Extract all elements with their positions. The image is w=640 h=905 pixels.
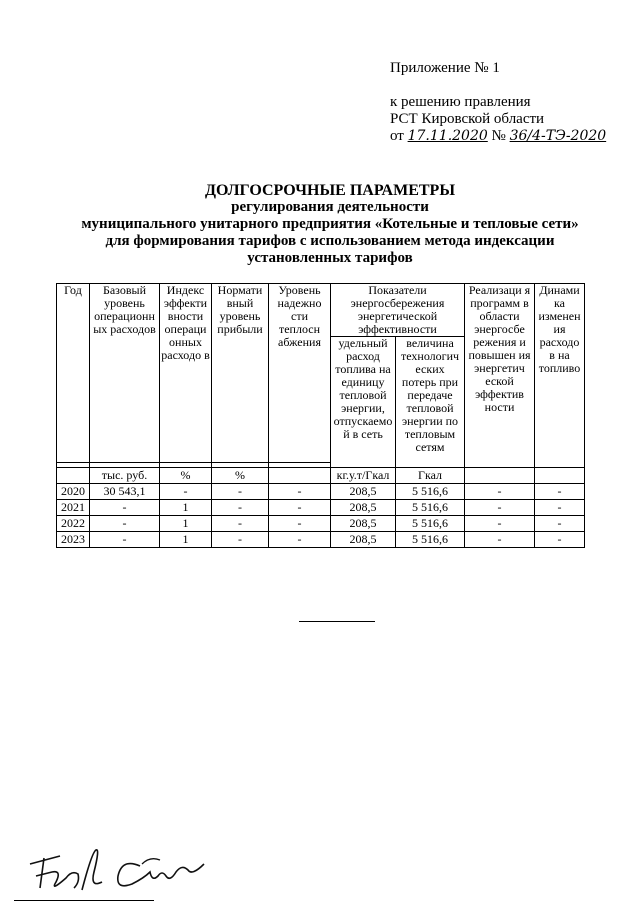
table-row — [57, 484, 585, 500]
cell-losses: 5 516,6 — [396, 500, 465, 516]
header-normative-profit: Нормати вный уровень прибыли — [212, 284, 269, 463]
appendix-line-2: РСТ Кировской области — [390, 111, 545, 127]
cell-fuel: 208,5 — [331, 500, 396, 516]
title-line-3: муниципального унитарного предприятия «Котельные и тепловые сети» — [81, 216, 579, 232]
cell-fuel: 208,5 — [331, 484, 396, 500]
cell-dynamics: - — [535, 516, 585, 532]
title-line-2: регулирования деятельности — [231, 199, 429, 215]
cell-fuel: 208,5 — [331, 532, 396, 548]
appendix-title: Приложение № 1 — [390, 60, 500, 76]
appendix-number: 36/4-ТЭ-2020 — [509, 128, 607, 144]
header-efficiency-index: Индекс эффекти вности операци онных расходо в — [160, 284, 212, 463]
cell-year: 2021 — [57, 500, 90, 516]
table-row — [57, 516, 585, 532]
unit-profit: % — [212, 468, 269, 484]
cell-reliability: - — [269, 516, 331, 532]
document-title — [50, 182, 610, 267]
cell-profit: - — [212, 532, 269, 548]
cell-losses: 5 516,6 — [396, 532, 465, 548]
cell-profit: - — [212, 500, 269, 516]
title-line-4: для формирования тарифов с использованием метода индексации — [105, 233, 555, 249]
appendix-line-1: к решению правления — [390, 94, 531, 110]
cell-programs: - — [465, 484, 535, 500]
cell-index: 1 — [160, 516, 212, 532]
appendix-date: 17.11.2020 — [407, 128, 488, 144]
cell-base: - — [90, 500, 160, 516]
header-energy-group: Показатели энергосбережения энергетической эффективности — [331, 284, 465, 337]
header-heat-losses: величина технологич еских потерь при передаче тепловой энергии по тепловым сетям — [396, 337, 465, 468]
cell-base: - — [90, 516, 160, 532]
header-base-level: Базовый уровень операционн ых расходов — [90, 284, 160, 463]
cell-programs: - — [465, 500, 535, 516]
unit-base: тыс. руб. — [90, 468, 160, 484]
cell-dynamics: - — [535, 484, 585, 500]
appendix-date-line — [390, 128, 606, 145]
cell-losses: 5 516,6 — [396, 484, 465, 500]
cell-index: - — [160, 484, 212, 500]
cell-fuel: 208,5 — [331, 516, 396, 532]
cell-programs: - — [465, 516, 535, 532]
header-programs: Реализаци я программ в области энергосбе режения и повышен ия энергетич еской эффектив ности — [465, 284, 535, 468]
cell-dynamics: - — [535, 500, 585, 516]
cell-losses: 5 516,6 — [396, 516, 465, 532]
cell-year: 2022 — [57, 516, 90, 532]
cell-profit: - — [212, 516, 269, 532]
header-row-1 — [57, 284, 585, 337]
cell-profit: - — [212, 484, 269, 500]
cell-reliability: - — [269, 532, 331, 548]
table-row — [57, 532, 585, 548]
header-year: Год — [57, 284, 90, 463]
appendix-number-sign: № — [491, 128, 506, 144]
end-divider — [299, 621, 375, 622]
cell-programs: - — [465, 532, 535, 548]
units-row — [57, 468, 585, 484]
header-fuel-dynamics: Динами ка изменен ия расходо в на топливо — [535, 284, 585, 468]
unit-fuel: кг.у.т/Гкал — [331, 468, 396, 484]
unit-losses: Гкал — [396, 468, 465, 484]
cell-index: 1 — [160, 500, 212, 516]
header-fuel-consumption: удельный расход топлива на единицу тепловой энергии, отпускаемо й в сеть — [331, 337, 396, 468]
header-reliability: Уровень надежно сти теплосн абжения — [269, 284, 331, 463]
signature-line — [14, 900, 154, 901]
parameters-table — [56, 283, 585, 548]
cell-reliability: - — [269, 500, 331, 516]
cell-year: 2020 — [57, 484, 90, 500]
cell-reliability: - — [269, 484, 331, 500]
cell-base: 30 543,1 — [90, 484, 160, 500]
title-line-5: установленных тарифов — [247, 250, 413, 266]
appendix-prefix: от — [390, 128, 404, 144]
title-main: ДОЛГОСРОЧНЫЕ ПАРАМЕТРЫ — [204, 182, 456, 199]
appendix-block — [390, 60, 606, 145]
cell-dynamics: - — [535, 532, 585, 548]
cell-base: - — [90, 532, 160, 548]
handwritten-signatures — [22, 842, 212, 900]
table-row — [57, 500, 585, 516]
unit-index: % — [160, 468, 212, 484]
cell-year: 2023 — [57, 532, 90, 548]
cell-index: 1 — [160, 532, 212, 548]
